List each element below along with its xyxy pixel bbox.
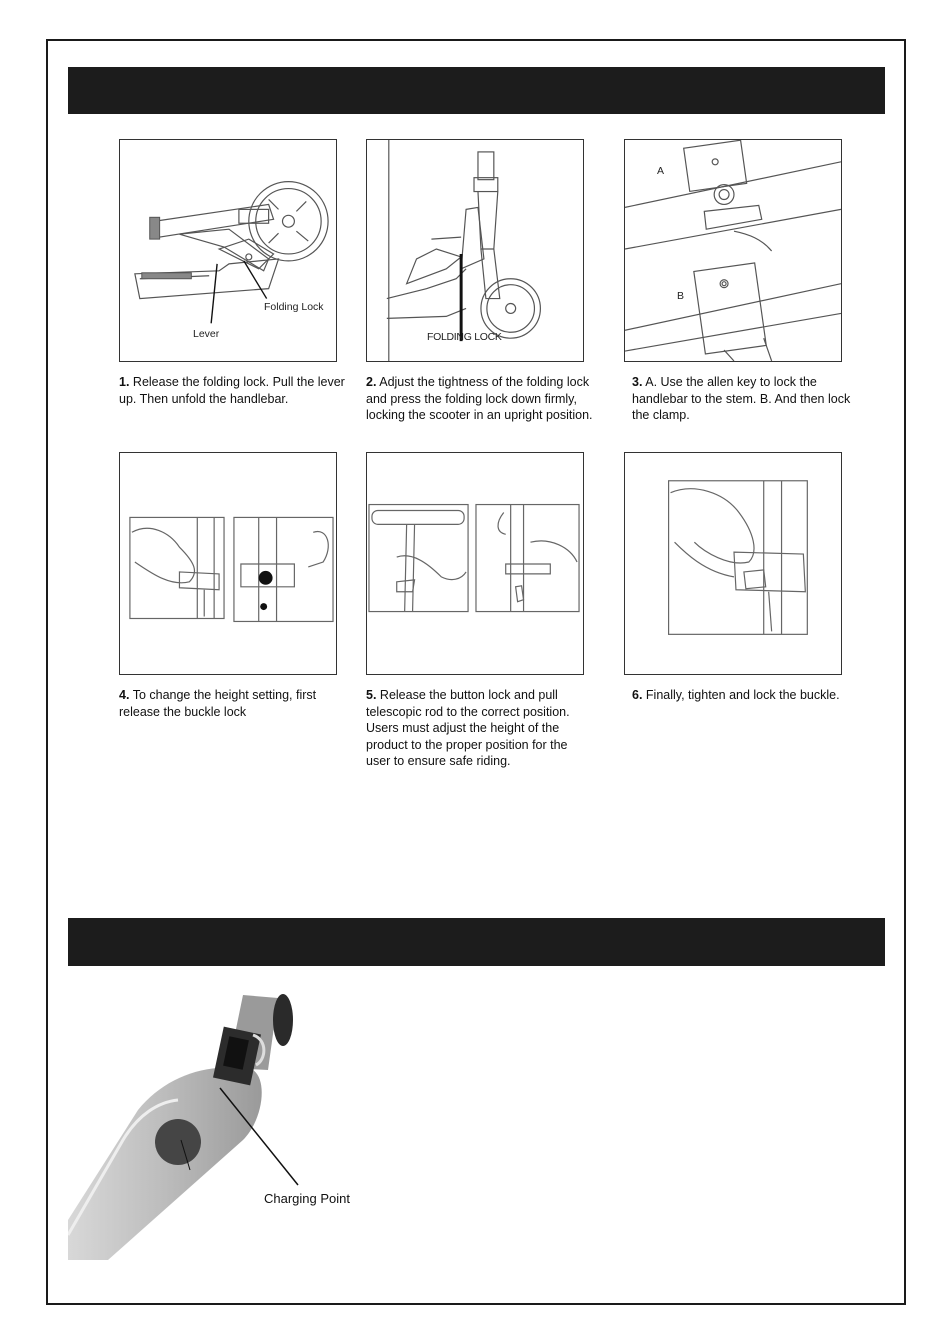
folding-lock-caps-label: FOLDING LOCK (427, 331, 502, 343)
charging-point-photo (68, 990, 368, 1260)
section-header-bar-charging (68, 918, 885, 966)
step-5-caption: 5. Release the button lock and pull telescopic rod to the correct position. Users must adjust the height of the product to the proper position for the user to ensure safe riding. (366, 688, 570, 769)
step-number: 4. (119, 688, 130, 702)
step-3-caption: 3. A. Use the allen key to lock the handlebar to the stem. B. And then lock the clamp. (632, 375, 851, 423)
label-b: B (677, 290, 685, 302)
step-3-illustration (624, 139, 842, 362)
buckle-tighten-drawing (625, 453, 841, 674)
step-1-illustration (119, 139, 337, 362)
step-number: 2. (366, 375, 377, 389)
step-6-illustration (624, 452, 842, 675)
step-4-caption: 4. To change the height setting, first release the buckle lock (119, 688, 317, 719)
step-number: 3. (632, 375, 643, 389)
step-5-illustration (366, 452, 584, 675)
telescopic-rod-drawing (367, 453, 583, 674)
folding-lock-label: Folding Lock (264, 301, 324, 313)
buckle-release-drawing (120, 453, 336, 674)
charging-point-label: Charging Point (264, 1191, 350, 1206)
section-header-bar-assembly (68, 67, 885, 114)
step-2-illustration (366, 139, 584, 362)
step-number: 5. (366, 688, 377, 702)
step-2-caption: 2. Adjust the tightness of the folding lock and press the folding lock down firmly, locking the scooter in an upright position. (366, 375, 593, 423)
label-a: A (657, 165, 665, 177)
step-number: 6. (632, 688, 643, 702)
step-1-caption: 1. Release the folding lock. Pull the lever up. Then unfold the handlebar. (119, 375, 345, 406)
step-number: 1. (119, 375, 130, 389)
lever-label: Lever (193, 328, 220, 340)
folding-scooter-drawing (120, 140, 336, 361)
step-4-illustration (119, 452, 337, 675)
step-6-caption: 6. Finally, tighten and lock the buckle. (632, 688, 840, 702)
upright-scooter-drawing (367, 140, 583, 361)
